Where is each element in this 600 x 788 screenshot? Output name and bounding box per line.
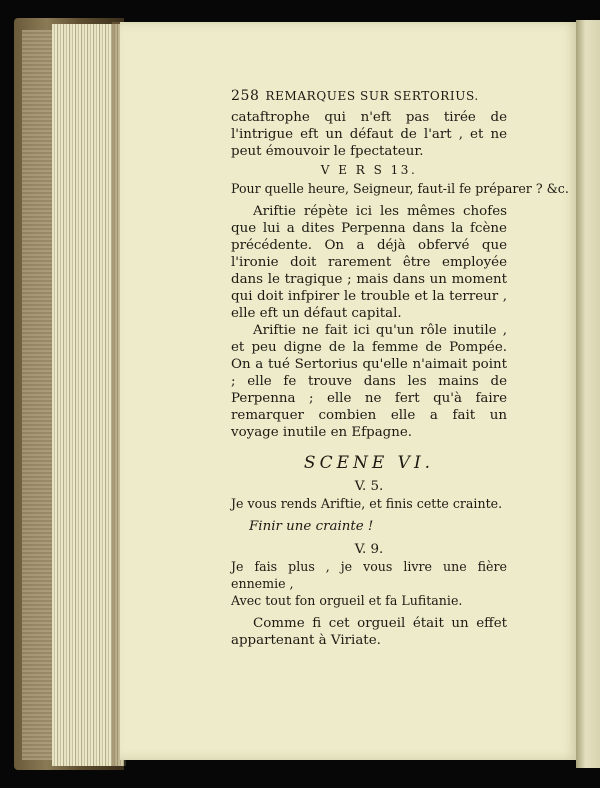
v5-heading: V. 5. <box>354 479 384 494</box>
vers-13-line: Pour quelle heure, Seigneur, faut-il fe préparer ? &c. <box>231 181 569 196</box>
running-title: REMARQUES SUR SERTORIUS. <box>265 89 479 103</box>
vers-13-heading: V E R S 13. <box>320 163 418 177</box>
facing-page-edge <box>576 20 600 768</box>
page-number: 258 <box>231 88 260 104</box>
paragraph-4: Comme fi cet orgueil était un effet appartenant à Viriate. <box>231 616 507 648</box>
paragraph-2: Ariftie répète ici les mêmes chofes que lui a dites Perpenna dans la fcène précédente. On a déjà obfervé que l'ironie doit rarement être employée dans le tragique ; mais dans un moment qui doit infpirer le trouble et la terreur , elle eft un défaut capital. <box>231 204 507 321</box>
v9-line-1: Je fais plus , je vous livre une fière ennemie , <box>231 559 507 591</box>
scene-title: SCENE VI. <box>303 453 435 473</box>
v9-heading: V. 9. <box>354 542 384 557</box>
page-text <box>231 88 569 649</box>
running-header <box>231 88 507 105</box>
paragraph-3: Ariftie ne fait ici qu'un rôle inutile , et peu digne de la femme de Pompée. On a tué Sertorius qu'elle n'aimait point ; elle fe trouve dans les mains de Perpenna ; elle ne fert qu'à faire remarquer combien elle a fait un voyage inutile en Efpagne. <box>231 323 507 440</box>
cover-edge <box>22 30 52 760</box>
v5-comment: Finir une crainte ! <box>249 519 374 534</box>
paragraph-1: cataftrophe qui n'eft pas tirée de l'intrigue eft un défaut de l'art , et ne peut émouvoir le fpectateur. <box>231 110 507 159</box>
v9-line-2: Avec tout fon orgueil et fa Lufitanie. <box>231 593 463 608</box>
v5-line: Je vous rends Ariftie, et finis cette crainte. <box>231 496 503 511</box>
